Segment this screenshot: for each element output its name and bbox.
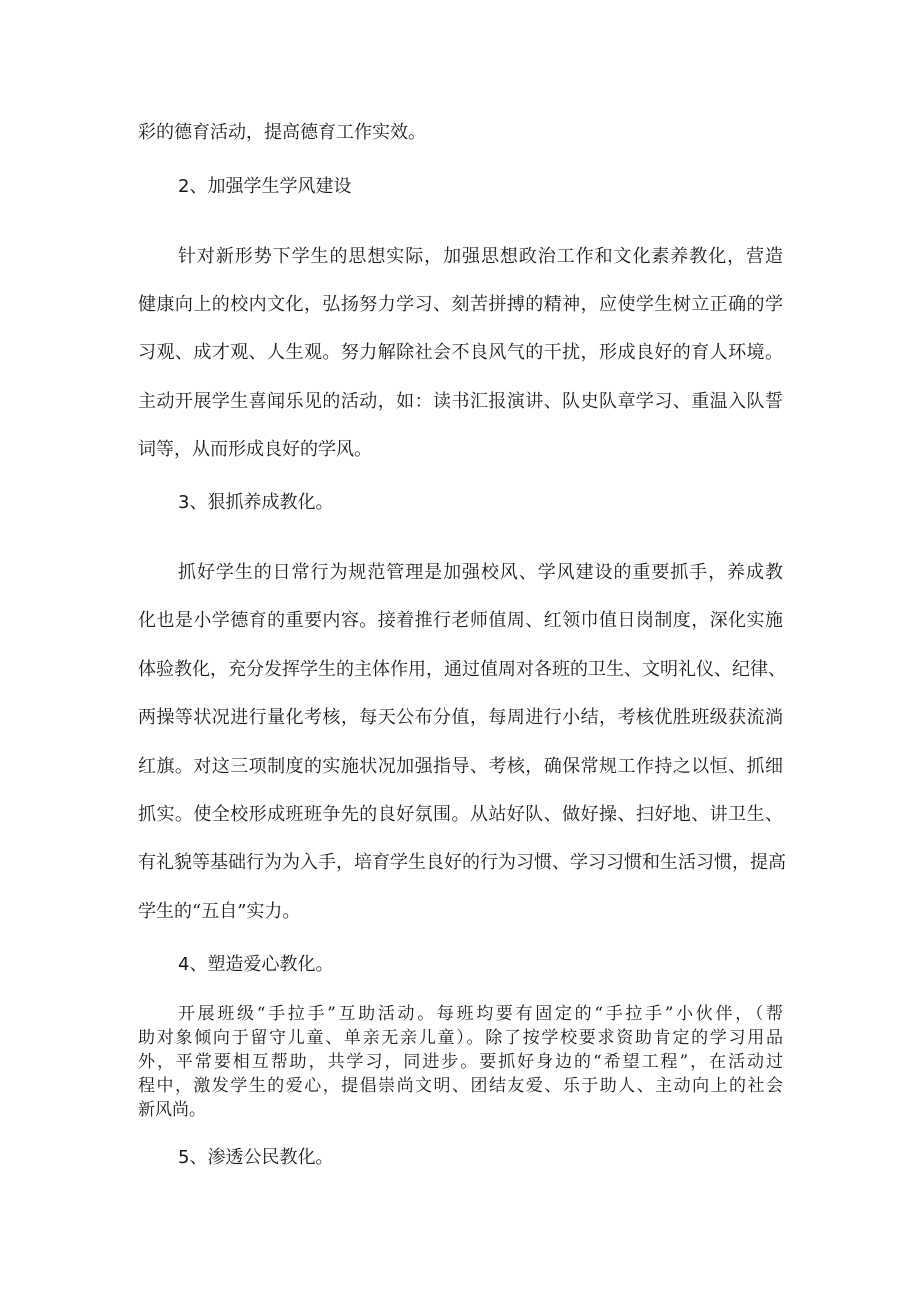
paragraph-line: 化也是小学德育的重要内容。接着推行老师值周、红领巾值日岗制度，深化实施 (138, 610, 783, 631)
paragraph-line: 程中，激发学生的爱心，提倡崇尚文明、团结友爱、乐于助人、主动向上的社会 (138, 1076, 783, 1096)
paragraph-line: 抓好学生的日常行为规范管理是加强校风、学风建设的重要抓手，养成教 (178, 562, 783, 583)
paragraph-line: 健康向上的校内文化，弘扬努力学习、刻苦拼搏的精神，应使学生树立正确的学 (138, 294, 783, 315)
paragraph-line: 习观、成才观、人生观。努力解除社会不良风气的干扰，形成良好的育人环境。 (138, 342, 783, 363)
paragraph-line: 助对象倾向于留守儿童、单亲无亲儿童）。除了按学校要求资助肯定的学习用品 (138, 1028, 783, 1048)
section-number: 2 (178, 176, 190, 197)
paragraph-line: 针对新形势下学生的思想实际，加强思想政治工作和文化素养教化，营造 (178, 246, 783, 267)
section-title: 、狠抓养成教化。 (189, 492, 334, 513)
paragraph-line: 体验教化，充分发挥学生的主体作用，通过值周对各班的卫生、文明礼仪、纪律、 (138, 659, 786, 680)
paragraph-line: 词等，从而形成良好的学风。 (138, 439, 372, 460)
section-title: 、塑造爱心教化。 (189, 954, 334, 975)
paragraph-line: 红旗。对这三项制度的实施状况加强指导、考核，确保常规工作持之以恒、抓细 (138, 756, 783, 777)
paragraph-line: 新风尚。 (138, 1100, 206, 1120)
paragraph-line: 有礼貌等基础行为为入手，培育学生良好的行为习惯、学习习惯和生活习惯，提高 (138, 852, 786, 873)
section-heading-3 (178, 492, 333, 514)
paragraph-line: 彩的德育活动，提高德育工作实效。 (138, 122, 426, 143)
section-number: 4 (178, 954, 190, 975)
section-heading-4 (178, 954, 333, 976)
section-heading-5 (178, 1147, 333, 1169)
section-title: 、渗透公民教化。 (189, 1147, 334, 1168)
paragraph-line: 主动开展学生喜闻乐见的活动，如：读书汇报演讲、队史队章学习、重温入队誓 (138, 391, 783, 412)
section-number: 3 (178, 492, 190, 513)
paragraph-line: 抓实。使全校形成班班争先的良好氛围。从站好队、做好操、扫好地、讲卫生、 (138, 804, 783, 825)
section-heading-2 (178, 176, 351, 198)
section-number: 5 (178, 1147, 190, 1168)
paragraph-line: 两操等状况进行量化考核，每天公布分值，每周进行小结，考核优胜班级获流淌 (138, 707, 783, 728)
paragraph-line: 外，平常要相互帮助，共学习，同进步。要抓好身边的“希望工程”，在活动过 (138, 1052, 783, 1072)
paragraph-line: 学生的“五自”实力。 (138, 901, 301, 922)
section-title: 、加强学生学风建设 (189, 176, 352, 197)
paragraph-line: 开展班级“手拉手”互助活动。每班均要有固定的“手拉手”小伙伴，（帮 (178, 1004, 783, 1024)
